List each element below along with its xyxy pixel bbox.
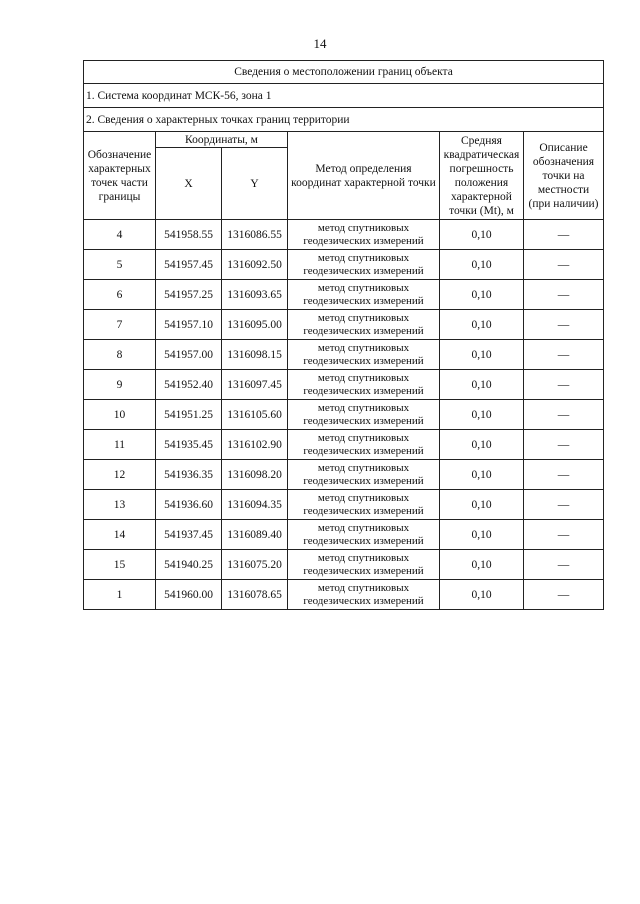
cell-x: 541940.25 (156, 550, 222, 580)
method-line-1: метод спутниковых (317, 581, 410, 594)
cell-y: 1316098.15 (222, 340, 288, 370)
cell-point: 8 (84, 340, 156, 370)
page-number: 14 (313, 36, 327, 51)
table-row (84, 550, 604, 580)
cell-x: 541958.55 (156, 220, 222, 250)
method-line-2: геодезических измерений (303, 354, 424, 367)
cell-error: 0,10 (440, 340, 524, 370)
table-row (84, 310, 604, 340)
cell-point: 9 (84, 370, 156, 400)
header-x: X (156, 148, 222, 220)
cell-error: 0,10 (440, 460, 524, 490)
table-row (84, 370, 604, 400)
cell-point: 12 (84, 460, 156, 490)
cell-x: 541960.00 (156, 580, 222, 610)
header-row-1 (84, 132, 604, 148)
cell-x: 541957.00 (156, 340, 222, 370)
cell-y: 1316078.65 (222, 580, 288, 610)
table-row (84, 490, 604, 520)
cell-method (288, 460, 440, 490)
method-line-2: геодезических измерений (303, 384, 424, 397)
cell-method (288, 520, 440, 550)
header-method: Метод определения координат характерной точки (288, 132, 440, 220)
cell-x: 541957.10 (156, 310, 222, 340)
cell-method (288, 220, 440, 250)
cell-error: 0,10 (440, 280, 524, 310)
header-description: Описание обозначения точки на местности (при наличии) (524, 132, 604, 220)
cell-point: 6 (84, 280, 156, 310)
method-line-1: метод спутниковых (317, 431, 410, 444)
cell-x: 541936.60 (156, 490, 222, 520)
cell-error: 0,10 (440, 400, 524, 430)
cell-point: 1 (84, 580, 156, 610)
cell-description: — (524, 580, 604, 610)
cell-x: 541935.45 (156, 430, 222, 460)
cell-y: 1316094.35 (222, 490, 288, 520)
method-line-2: геодезических измерений (303, 504, 424, 517)
cell-description: — (524, 340, 604, 370)
cell-y: 1316075.20 (222, 550, 288, 580)
method-line-1: метод спутниковых (317, 491, 410, 504)
cell-x: 541936.35 (156, 460, 222, 490)
method-line-1: метод спутниковых (317, 521, 410, 534)
cell-method (288, 250, 440, 280)
section-row-coordinate-system (84, 84, 604, 108)
cell-y: 1316102.90 (222, 430, 288, 460)
cell-y: 1316105.60 (222, 400, 288, 430)
cell-point: 10 (84, 400, 156, 430)
cell-error: 0,10 (440, 250, 524, 280)
cell-method (288, 400, 440, 430)
method-line-2: геодезических измерений (303, 564, 424, 577)
cell-error: 0,10 (440, 220, 524, 250)
method-line-2: геодезических измерений (303, 294, 424, 307)
cell-description: — (524, 280, 604, 310)
cell-point: 15 (84, 550, 156, 580)
table-title-row (84, 61, 604, 84)
cell-description: — (524, 400, 604, 430)
method-line-1: метод спутниковых (317, 251, 410, 264)
method-line-1: метод спутниковых (317, 281, 410, 294)
cell-description: — (524, 370, 604, 400)
method-line-2: геодезических измерений (303, 414, 424, 427)
cell-description: — (524, 310, 604, 340)
table-row (84, 280, 604, 310)
cell-y: 1316097.45 (222, 370, 288, 400)
cell-description: — (524, 490, 604, 520)
method-line-1: метод спутниковых (317, 371, 410, 384)
table-row (84, 430, 604, 460)
cell-description: — (524, 550, 604, 580)
table-row (84, 250, 604, 280)
cell-y: 1316098.20 (222, 460, 288, 490)
method-line-1: метод спутниковых (317, 461, 410, 474)
cell-method (288, 340, 440, 370)
method-line-1: метод спутниковых (317, 221, 410, 234)
cell-method (288, 550, 440, 580)
cell-description: — (524, 250, 604, 280)
cell-y: 1316086.55 (222, 220, 288, 250)
cell-x: 541957.25 (156, 280, 222, 310)
method-line-1: метод спутниковых (317, 551, 410, 564)
table-row (84, 520, 604, 550)
table-row (84, 220, 604, 250)
header-coordinates: Координаты, м (156, 132, 288, 148)
header-point: Обозначение характерных точек части границы (84, 132, 156, 220)
cell-point: 14 (84, 520, 156, 550)
table-row (84, 400, 604, 430)
cell-point: 13 (84, 490, 156, 520)
cell-y: 1316092.50 (222, 250, 288, 280)
method-line-2: геодезических измерений (303, 234, 424, 247)
cell-point: 11 (84, 430, 156, 460)
cell-point: 5 (84, 250, 156, 280)
method-line-2: геодезических измерений (303, 594, 424, 607)
cell-error: 0,10 (440, 370, 524, 400)
method-line-2: геодезических измерений (303, 264, 424, 277)
method-line-1: метод спутниковых (317, 401, 410, 414)
table-title: Сведения о местоположении границ объекта (84, 61, 604, 84)
method-line-1: метод спутниковых (317, 341, 410, 354)
cell-error: 0,10 (440, 580, 524, 610)
method-line-2: геодезических измерений (303, 444, 424, 457)
section-coordinate-system: 1. Система координат МСК-56, зона 1 (84, 84, 604, 108)
table-row (84, 340, 604, 370)
cell-method (288, 580, 440, 610)
cell-x: 541957.45 (156, 250, 222, 280)
cell-point: 4 (84, 220, 156, 250)
cell-point: 7 (84, 310, 156, 340)
cell-x: 541952.40 (156, 370, 222, 400)
cell-method (288, 490, 440, 520)
cell-x: 541951.25 (156, 400, 222, 430)
cell-method (288, 310, 440, 340)
method-line-1: метод спутниковых (317, 311, 410, 324)
cell-error: 0,10 (440, 430, 524, 460)
cell-description: — (524, 520, 604, 550)
cell-description: — (524, 430, 604, 460)
cell-method (288, 280, 440, 310)
cell-error: 0,10 (440, 550, 524, 580)
cell-error: 0,10 (440, 490, 524, 520)
boundary-points-table (83, 60, 604, 610)
cell-error: 0,10 (440, 310, 524, 340)
method-line-2: геодезических измерений (303, 474, 424, 487)
table-row (84, 580, 604, 610)
cell-y: 1316095.00 (222, 310, 288, 340)
cell-description: — (524, 460, 604, 490)
cell-description: — (524, 220, 604, 250)
section-points-info: 2. Сведения о характерных точках границ территории (84, 108, 604, 132)
header-y: Y (222, 148, 288, 220)
cell-y: 1316089.40 (222, 520, 288, 550)
header-error: Средняя квадратическая погрешность положения характерной точки (Mt), м (440, 132, 524, 220)
method-line-2: геодезических измерений (303, 324, 424, 337)
table-row (84, 460, 604, 490)
cell-error: 0,10 (440, 520, 524, 550)
method-line-2: геодезических измерений (303, 534, 424, 547)
cell-x: 541937.45 (156, 520, 222, 550)
cell-y: 1316093.65 (222, 280, 288, 310)
cell-method (288, 430, 440, 460)
cell-method (288, 370, 440, 400)
section-row-points (84, 108, 604, 132)
